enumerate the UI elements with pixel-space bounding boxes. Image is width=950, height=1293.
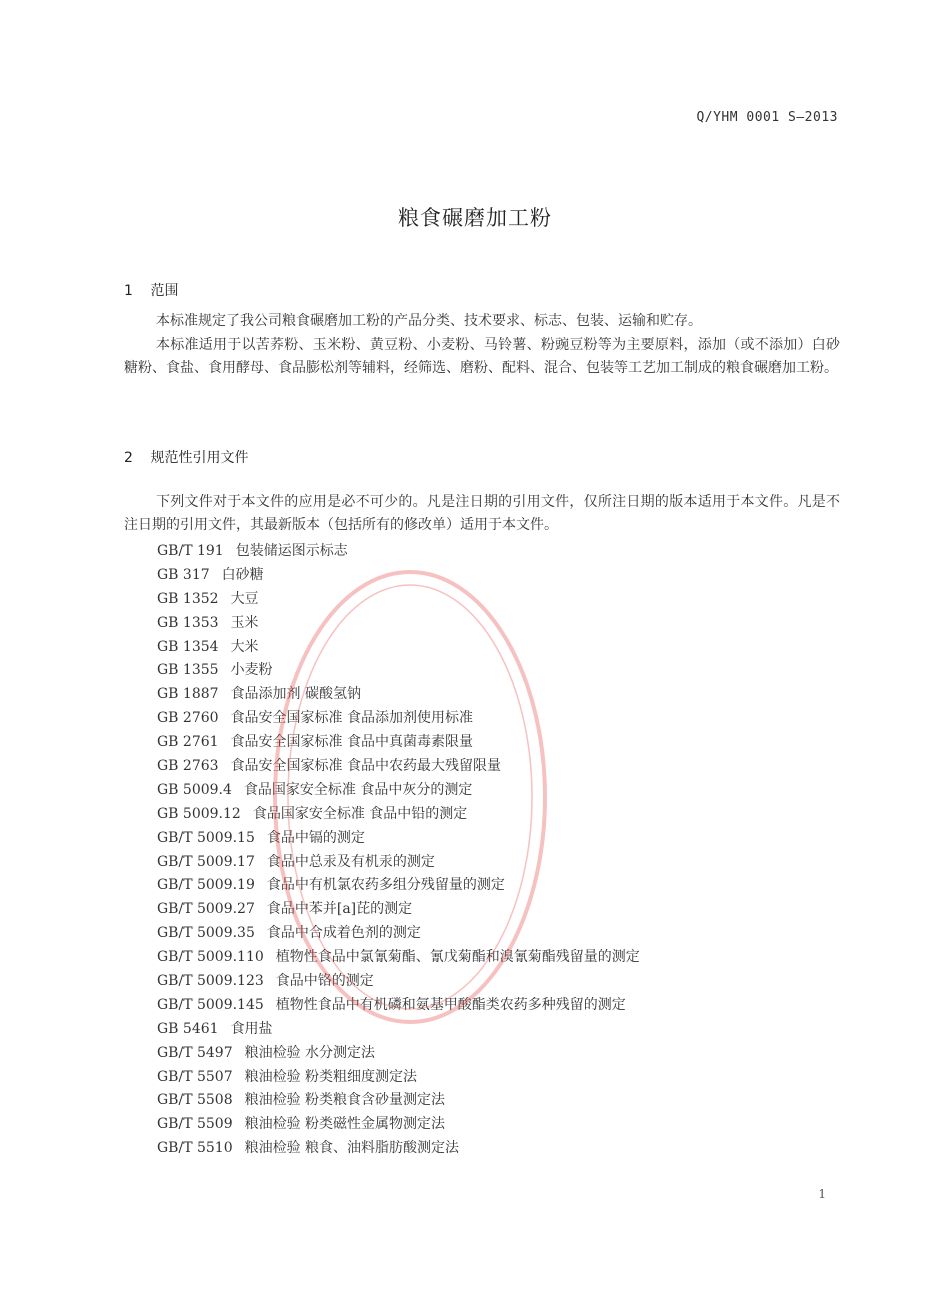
- reference-code: GB 2763: [157, 758, 219, 775]
- reference-title: 植物性食品中有机磷和氨基甲酸酯类农药多种残留的测定: [275, 996, 626, 1013]
- section-number: 2: [124, 450, 133, 466]
- reference-code: GB 1353: [157, 614, 219, 631]
- reference-title: 食品中镉的测定: [266, 829, 365, 846]
- reference-item: [157, 827, 640, 851]
- reference-code: GB/T 5009.19: [157, 877, 255, 894]
- reference-title: 食品安全国家标准 食品中真菌毒素限量: [230, 734, 474, 751]
- reference-code: GB/T 5009.123: [157, 973, 264, 990]
- reference-code: GB/T 5497: [157, 1044, 233, 1061]
- reference-code: GB/T 5510: [157, 1140, 233, 1157]
- reference-title: 大米: [230, 638, 259, 655]
- reference-code: GB/T 5009.35: [157, 925, 255, 942]
- reference-code: GB/T 5507: [157, 1068, 233, 1085]
- reference-item: [157, 1089, 640, 1113]
- reference-item: [157, 1018, 640, 1042]
- references-intro-paragraph: 下列文件对于本文件的应用是必不可少的。凡是注日期的引用文件，仅所注日期的版本适用于本文件。凡是不注日期的引用文件，其最新版本（包括所有的修改单）适用于本文件。: [124, 494, 840, 533]
- normative-references-list: [157, 540, 640, 1161]
- reference-title: 粮油检验 水分测定法: [244, 1044, 376, 1061]
- reference-title: 食品安全国家标准 食品中农药最大残留限量: [230, 758, 502, 775]
- reference-code: GB/T 5508: [157, 1092, 233, 1109]
- scope-paragraph-2: 本标准适用于以苦荞粉、玉米粉、黄豆粉、小麦粉、马铃薯、粉豌豆粉等为主要原料，添加（或不添加）白砂糖粉、食盐、食用酵母、食品膨松剂等辅料，经筛选、磨粉、配料、混合、包装等工艺加工制成的粮食碾磨加工粉。: [124, 337, 840, 376]
- reference-title: 食用盐: [230, 1020, 273, 1037]
- reference-title: 食品添加剂 碳酸氢钠: [230, 686, 362, 703]
- reference-item: [157, 922, 640, 946]
- reference-title: 食品中总汞及有机汞的测定: [266, 853, 435, 870]
- reference-code: GB 1887: [157, 686, 219, 703]
- reference-item: [157, 588, 640, 612]
- reference-title: 食品国家安全标准 食品中铅的测定: [252, 805, 468, 822]
- reference-code: GB 2761: [157, 734, 219, 751]
- section-1-heading: [124, 280, 178, 300]
- reference-code: GB 1355: [157, 662, 219, 679]
- reference-title: 食品中有机氯农药多组分残留量的测定: [266, 877, 505, 894]
- reference-item: [157, 1042, 640, 1066]
- reference-code: GB 1354: [157, 638, 219, 655]
- reference-item: [157, 564, 640, 588]
- reference-code: GB 5009.12: [157, 805, 241, 822]
- section-2-heading: [124, 447, 248, 467]
- reference-item: [157, 898, 640, 922]
- reference-title: 粮油检验 粉类粗细度测定法: [244, 1068, 418, 1085]
- reference-code: GB 5461: [157, 1020, 219, 1037]
- reference-item: [157, 803, 640, 827]
- reference-item: [157, 851, 640, 875]
- reference-title: 大豆: [230, 590, 259, 607]
- reference-item: [157, 1113, 640, 1137]
- reference-item: [157, 612, 640, 636]
- reference-title: 食品安全国家标准 食品添加剂使用标准: [230, 710, 474, 727]
- reference-item: [157, 755, 640, 779]
- standard-code: Q/YHM 0001 S—2013: [696, 110, 838, 125]
- page-number: 1: [818, 1187, 826, 1201]
- section-title: 规范性引用文件: [150, 450, 249, 466]
- reference-title: 粮油检验 粉类粮食含砂量测定法: [244, 1092, 446, 1109]
- reference-item: [157, 731, 640, 755]
- section-title: 范围: [150, 283, 179, 299]
- reference-title: 食品中苯并[a]芘的测定: [266, 901, 413, 918]
- reference-title: 植物性食品中氯氰菊酯、氰戊菊酯和溴氰菊酯残留量的测定: [275, 949, 640, 966]
- reference-title: 包装储运图示标志: [235, 543, 348, 559]
- section-number: 1: [124, 283, 133, 299]
- reference-item: [157, 540, 640, 564]
- reference-code: GB/T 5509: [157, 1116, 233, 1133]
- reference-title: 粮油检验 粮食、油料脂肪酸测定法: [244, 1140, 460, 1157]
- reference-code: GB/T 5009.145: [157, 996, 264, 1013]
- reference-code: GB 2760: [157, 710, 219, 727]
- reference-title: 白砂糖: [221, 566, 264, 583]
- reference-item: [157, 1137, 640, 1161]
- reference-code: GB 317: [157, 566, 210, 583]
- reference-item: [157, 779, 640, 803]
- scope-paragraph-1: 本标准规定了我公司粮食碾磨加工粉的产品分类、技术要求、标志、包装、运输和贮存。: [156, 313, 702, 329]
- reference-item: [157, 874, 640, 898]
- reference-item: [157, 683, 640, 707]
- reference-code: GB/T 5009.17: [157, 853, 255, 870]
- reference-item: [157, 970, 640, 994]
- reference-code: GB 1352: [157, 590, 219, 607]
- reference-item: [157, 636, 640, 660]
- reference-code: GB/T 5009.15: [157, 829, 255, 846]
- reference-code: GB/T 191: [157, 543, 224, 559]
- reference-item: [157, 707, 640, 731]
- reference-code: GB/T 5009.27: [157, 901, 255, 918]
- reference-title: 小麦粉: [230, 662, 273, 679]
- reference-title: 玉米: [230, 614, 259, 631]
- reference-code: GB 5009.4: [157, 781, 232, 798]
- reference-item: [157, 659, 640, 683]
- reference-title: 粮油检验 粉类磁性金属物测定法: [244, 1116, 446, 1133]
- reference-title: 食品中合成着色剂的测定: [266, 925, 421, 942]
- reference-title: 食品中铬的测定: [275, 973, 374, 990]
- reference-item: [157, 1066, 640, 1090]
- reference-title: 食品国家安全标准 食品中灰分的测定: [243, 781, 473, 798]
- reference-item: [157, 946, 640, 970]
- document-title: 粮食碾磨加工粉: [398, 206, 552, 230]
- reference-code: GB/T 5009.110: [157, 949, 264, 966]
- reference-item: [157, 994, 640, 1018]
